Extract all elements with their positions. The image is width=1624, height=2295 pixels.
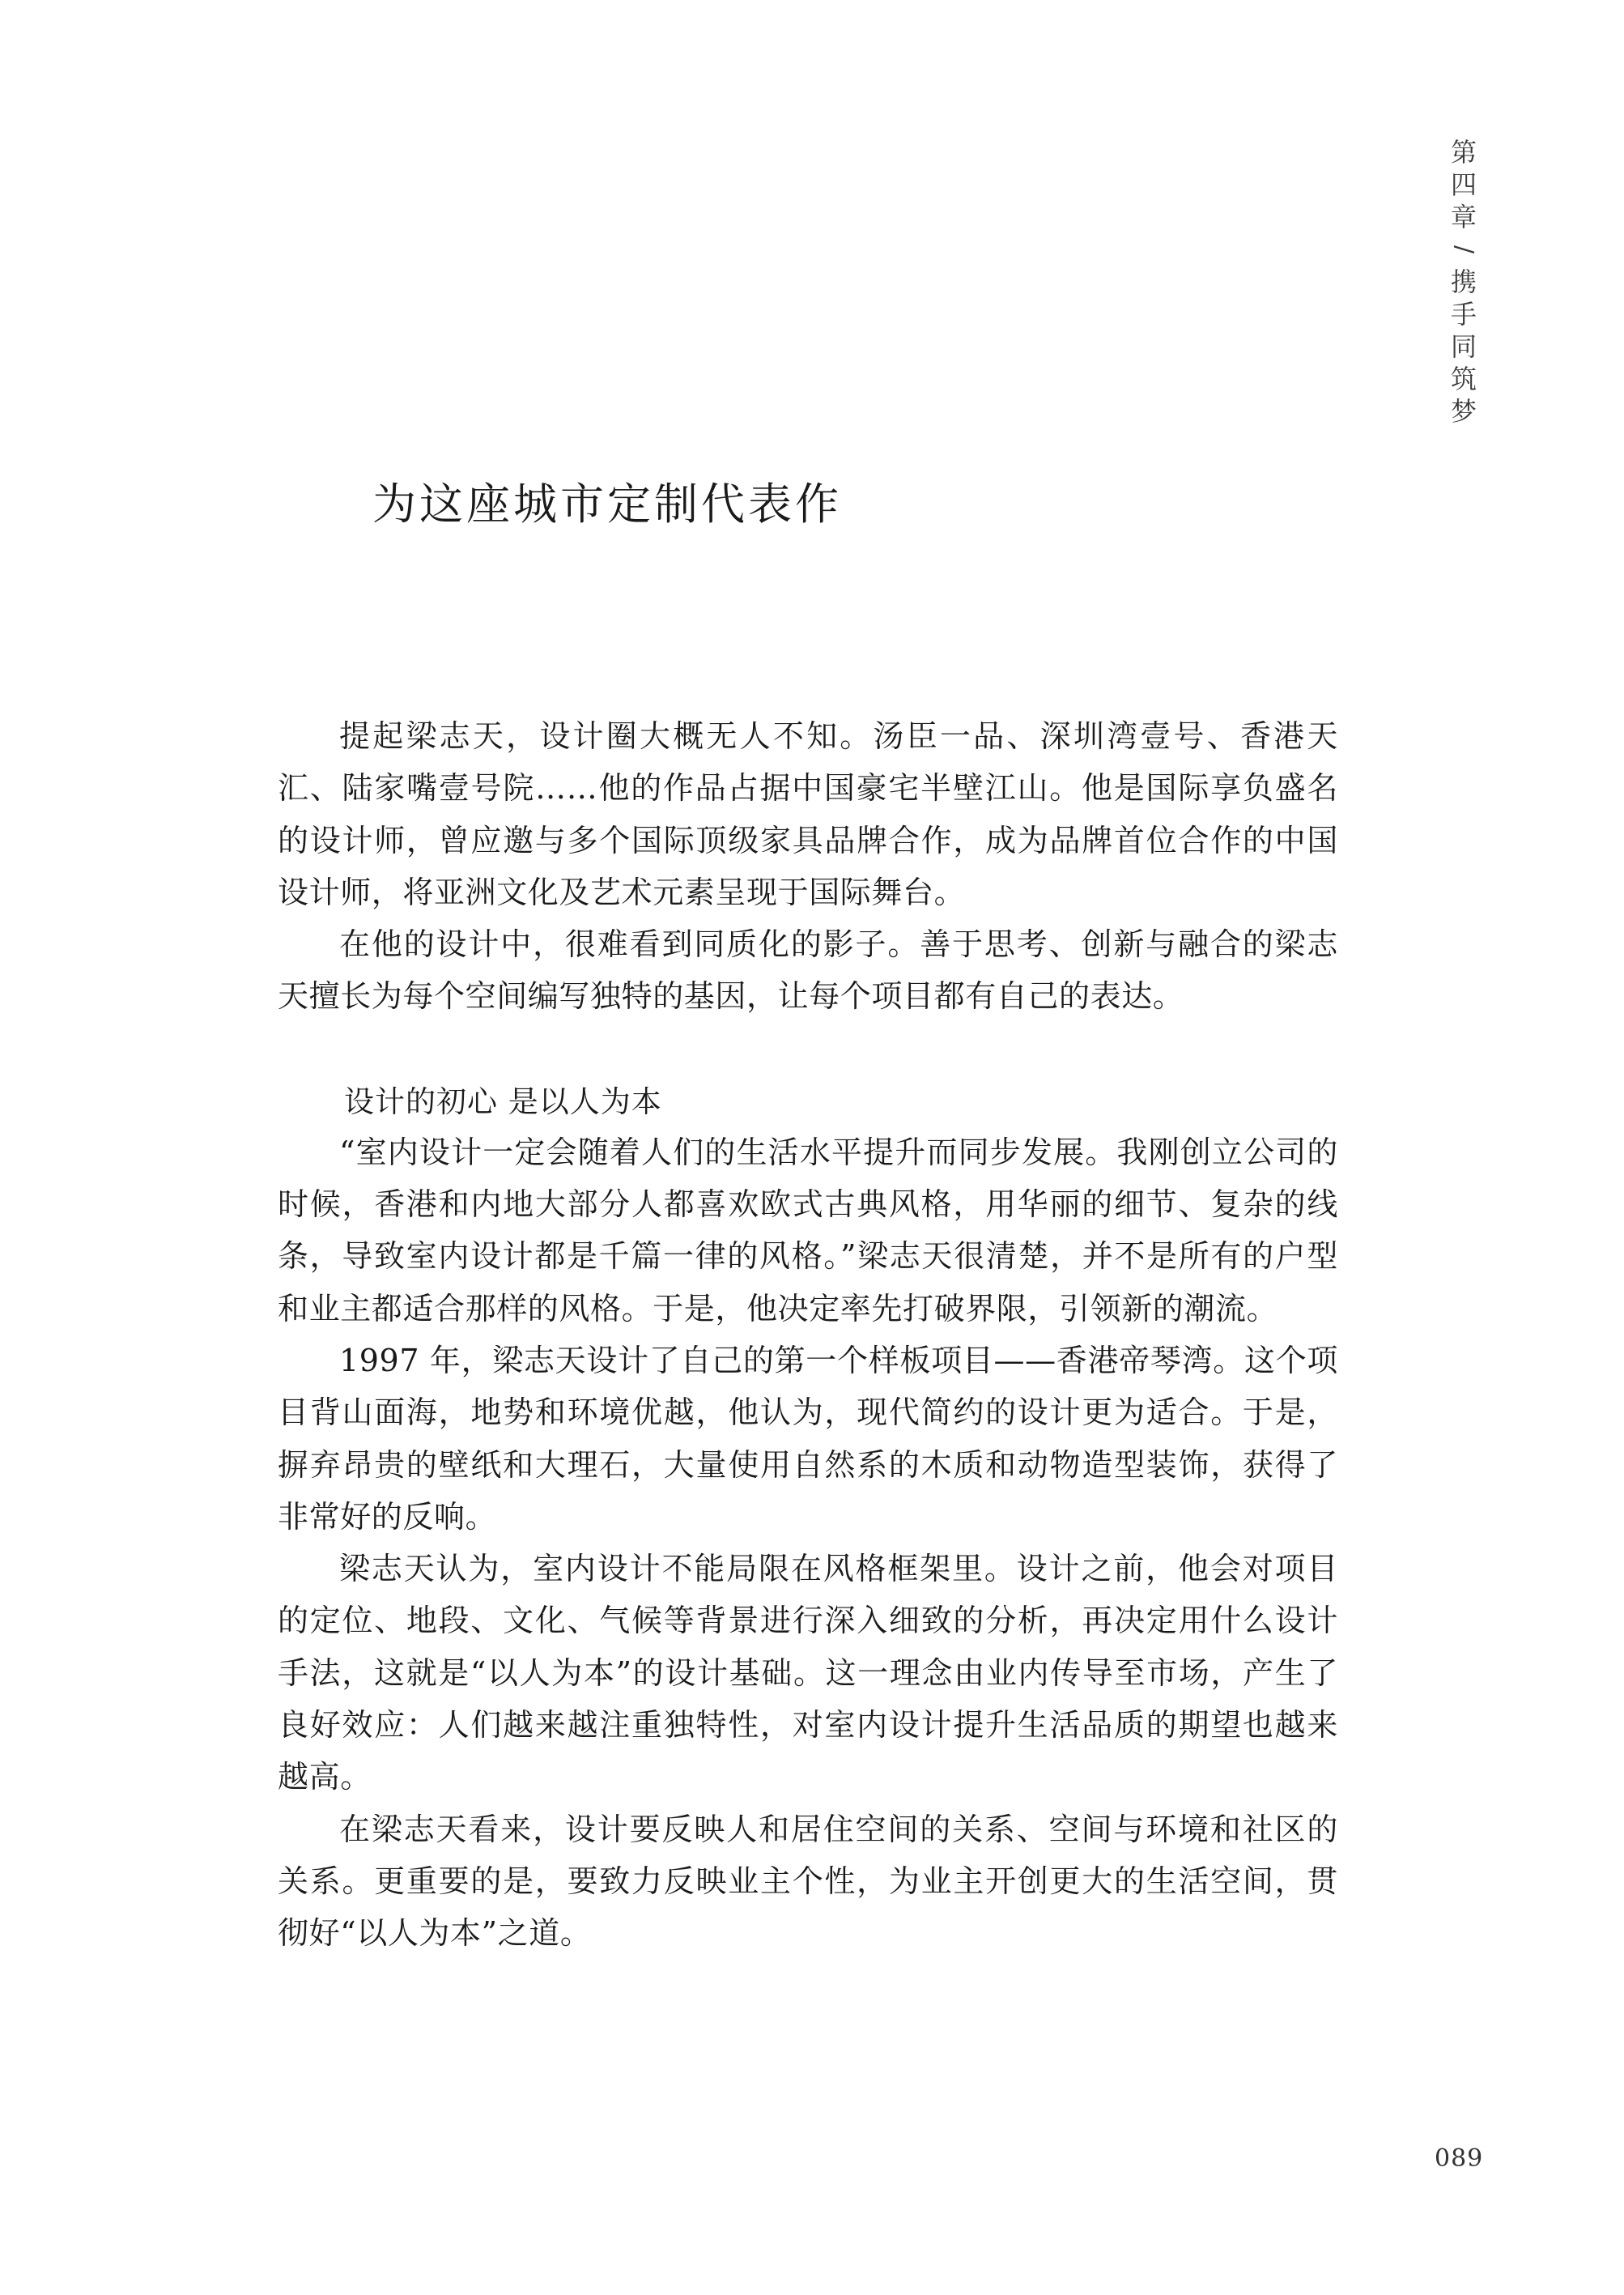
section-paragraph: 梁志天认为，室内设计不能局限在风格框架里。设计之前，他会对项目的定位、地段、文化、气候等背景进行深入细致的分析，再决定用什么设计手法，这就是“以人为本”的设计基础。这一理念由业内传导至市场，产生了良好效应：人们越来越注重独特性，对室内设计提升生活品质的期望也越来越高。 xyxy=(278,1551,1338,1795)
intro-paragraph: 提起梁志天，设计圈大概无人不知。汤臣一品、深圳湾壹号、香港天汇、陆家嘴壹号院……他的作品占据中国豪宅半壁江山。他是国际享负盛名的设计师，曾应邀与多个国际顶级家具品牌合作，成为品牌首位合作的中国设计师，将亚洲文化及艺术元素呈现于国际舞台。 xyxy=(278,718,1338,910)
page-number: 089 xyxy=(1435,2144,1484,2173)
section-paragraph: 1997 年，梁志天设计了自己的第一个样板项目——香港帝琴湾。这个项目背山面海，地势和环境优越，他认为，现代简约的设计更为适合。于是，摒弃昂贵的壁纸和大理石，大量使用自然系的木质和动物造型装饰，获得了非常好的反响。 xyxy=(278,1342,1338,1535)
running-head-char: 章 xyxy=(1450,202,1477,232)
running-head-char: 梦 xyxy=(1450,396,1477,427)
body-text xyxy=(278,710,1338,1960)
running-head-char: 第 xyxy=(1450,137,1477,168)
intro-paragraph: 在他的设计中，很难看到同质化的影子。善于思考、创新与融合的梁志天擅长为每个空间编写独特的基因，让每个项目都有自己的表达。 xyxy=(278,926,1338,1015)
running-head-char: 同 xyxy=(1450,331,1477,362)
section-heading: 设计的初心 是以人为本 xyxy=(344,1084,662,1119)
section-paragraph: 在梁志天看来，设计要反映人和居住空间的关系、空间与环境和社区的关系。更重要的是，要致力反映业主个性，为业主开创更大的生活空间，贯彻好“以人为本”之道。 xyxy=(278,1811,1338,1952)
running-head-char: 四 xyxy=(1450,169,1477,200)
running-head-separator: / xyxy=(1449,245,1478,254)
running-head xyxy=(1446,136,1482,428)
running-head-char: 手 xyxy=(1450,299,1477,330)
section-paragraph: “室内设计一定会随着人们的生活水平提升而同步发展。我刚创立公司的时候，香港和内地大部分人都喜欢欧式古典风格，用华丽的细节、复杂的线条，导致室内设计都是千篇一律的风格。”梁志天很清楚，并不是所有的户型和业主都适合那样的风格。于是，他决定率先打破界限，引领新的潮流。 xyxy=(278,1134,1338,1326)
chapter-title: 为这座城市定制代表作 xyxy=(372,479,842,530)
running-head-char: 筑 xyxy=(1450,364,1477,394)
running-head-char: 携 xyxy=(1450,266,1477,297)
